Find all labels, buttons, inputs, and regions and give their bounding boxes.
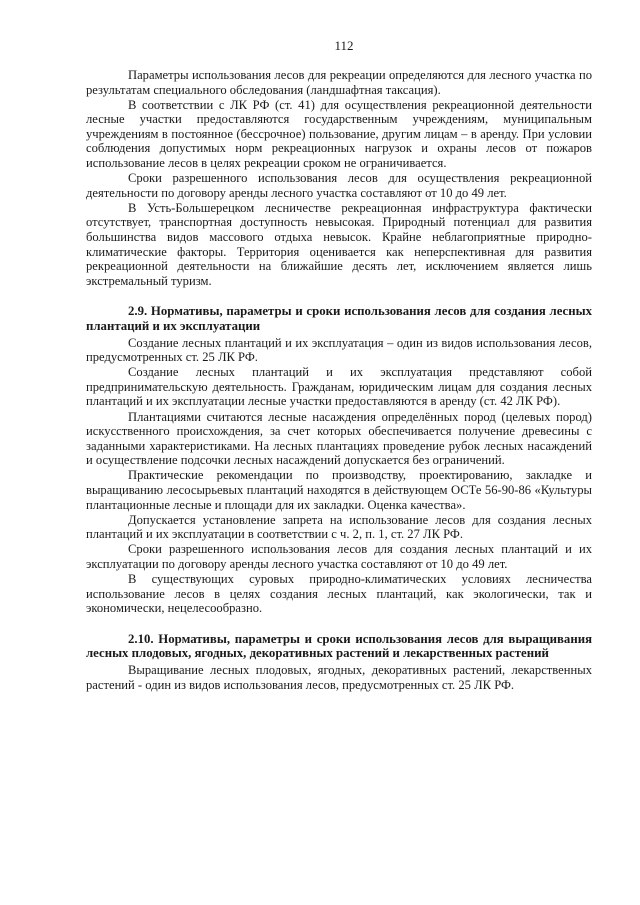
paragraph-plantations-ban: Допускается установление запрета на использование лесов для создания лесных плантаций и их эксплуатации в соответствии с ч. 2, п. 1, ст. 27 ЛК РФ.: [86, 512, 592, 542]
paragraph-plantations-business: Создание лесных плантаций и их эксплуатация представляют собой предпринимательскую деятельность. Гражданам, юридическим лицам для создания лесных плантаций и их эксплуатации лесные участки предоставляются в аренду (ст. 42 ЛК РФ).: [86, 365, 592, 409]
paragraph-plantations-definition: Плантациями считаются лесные насаждения определённых пород (целевых пород) искусственного происхождения, за счет которых обеспечивается получение древесины с заданными характеристиками. На лесных плантациях проведение рубок лесных насаждений и осуществление подсочки лесных насаждений допускается без ограничений.: [86, 409, 592, 468]
paragraph-plantations-type: Создание лесных плантаций и их эксплуатация – один из видов использования лесов, предусмотренных ст. 25 ЛК РФ.: [86, 335, 592, 365]
section-2-10: [86, 632, 592, 692]
paragraph-ust-bolsheretsk: В Усть-Большерецком лесничестве рекреационная инфраструктура фактически отсутствует, транспортная доступность невысокая. Природный потенциал для развития большинства видов массового отдыха невысок. Крайне неблагоприятные природно-климатические факторы. Территория оценивается как неперспективная для развития рекреационной деятельности на ближайшие десять лет, исключением является лишь экстремальный туризм.: [86, 200, 592, 288]
paragraph-cultivation-type: Выращивание лесных плодовых, ягодных, декоративных растений, лекарственных растений - один из видов использования лесов, предусмотренных ст. 25 ЛК РФ.: [86, 663, 592, 692]
paragraph-plantations-terms: Сроки разрешенного использования лесов для создания лесных плантаций и их эксплуатации по договору аренды лесного участка составляют от 10 до 49 лет.: [86, 542, 592, 571]
section-heading-2-10: 2.10. Нормативы, параметры и сроки использования лесов для выращивания лесных плодовых, ягодных, декоративных растений и лекарственных растений: [86, 631, 592, 661]
paragraph-plantations-conclusion: В существующих суровых природно-климатических условиях лесничества использование лесов в целях создания лесных плантаций, как экологически, так и экономически, нецелесообразно.: [86, 572, 592, 616]
paragraph-recreation-terms: Сроки разрешенного использования лесов для осуществления рекреационной деятельности по договору аренды лесного участка составляют от 10 до 49 лет.: [86, 171, 592, 200]
intro-section: [86, 68, 592, 288]
section-2-9: [86, 304, 592, 615]
paragraph-plantations-ost: Практические рекомендации по производству, проектированию, закладке и выращиванию лесосырьевых плантаций находятся в действующем ОСТе 56-90-86 «Культуры плантационные лесные и площади для их закладки. Оценка качества».: [86, 468, 592, 512]
paragraph-recreation-lk-41: В соответствии с ЛК РФ (ст. 41) для осуществления рекреационной деятельности лесные участки предоставляются государственным учреждениям, муниципальным учреждениям в постоянное (бессрочное) пользование, другим лицам – в аренду. При условии соблюдения допустимых норм рекреационных нагрузок и охраны лесов от пожаров использование лесов в целях рекреации сроком не ограничивается.: [86, 97, 592, 171]
page-number: 112: [334, 38, 354, 53]
paragraph-recreation-params: Параметры использования лесов для рекреации определяются для лесного участка по результатам специального обследования (ландшафтная таксация).: [86, 68, 592, 97]
section-heading-2-9: 2.9. Нормативы, параметры и сроки использования лесов для создания лесных плантаций и их эксплуатации: [86, 304, 592, 333]
